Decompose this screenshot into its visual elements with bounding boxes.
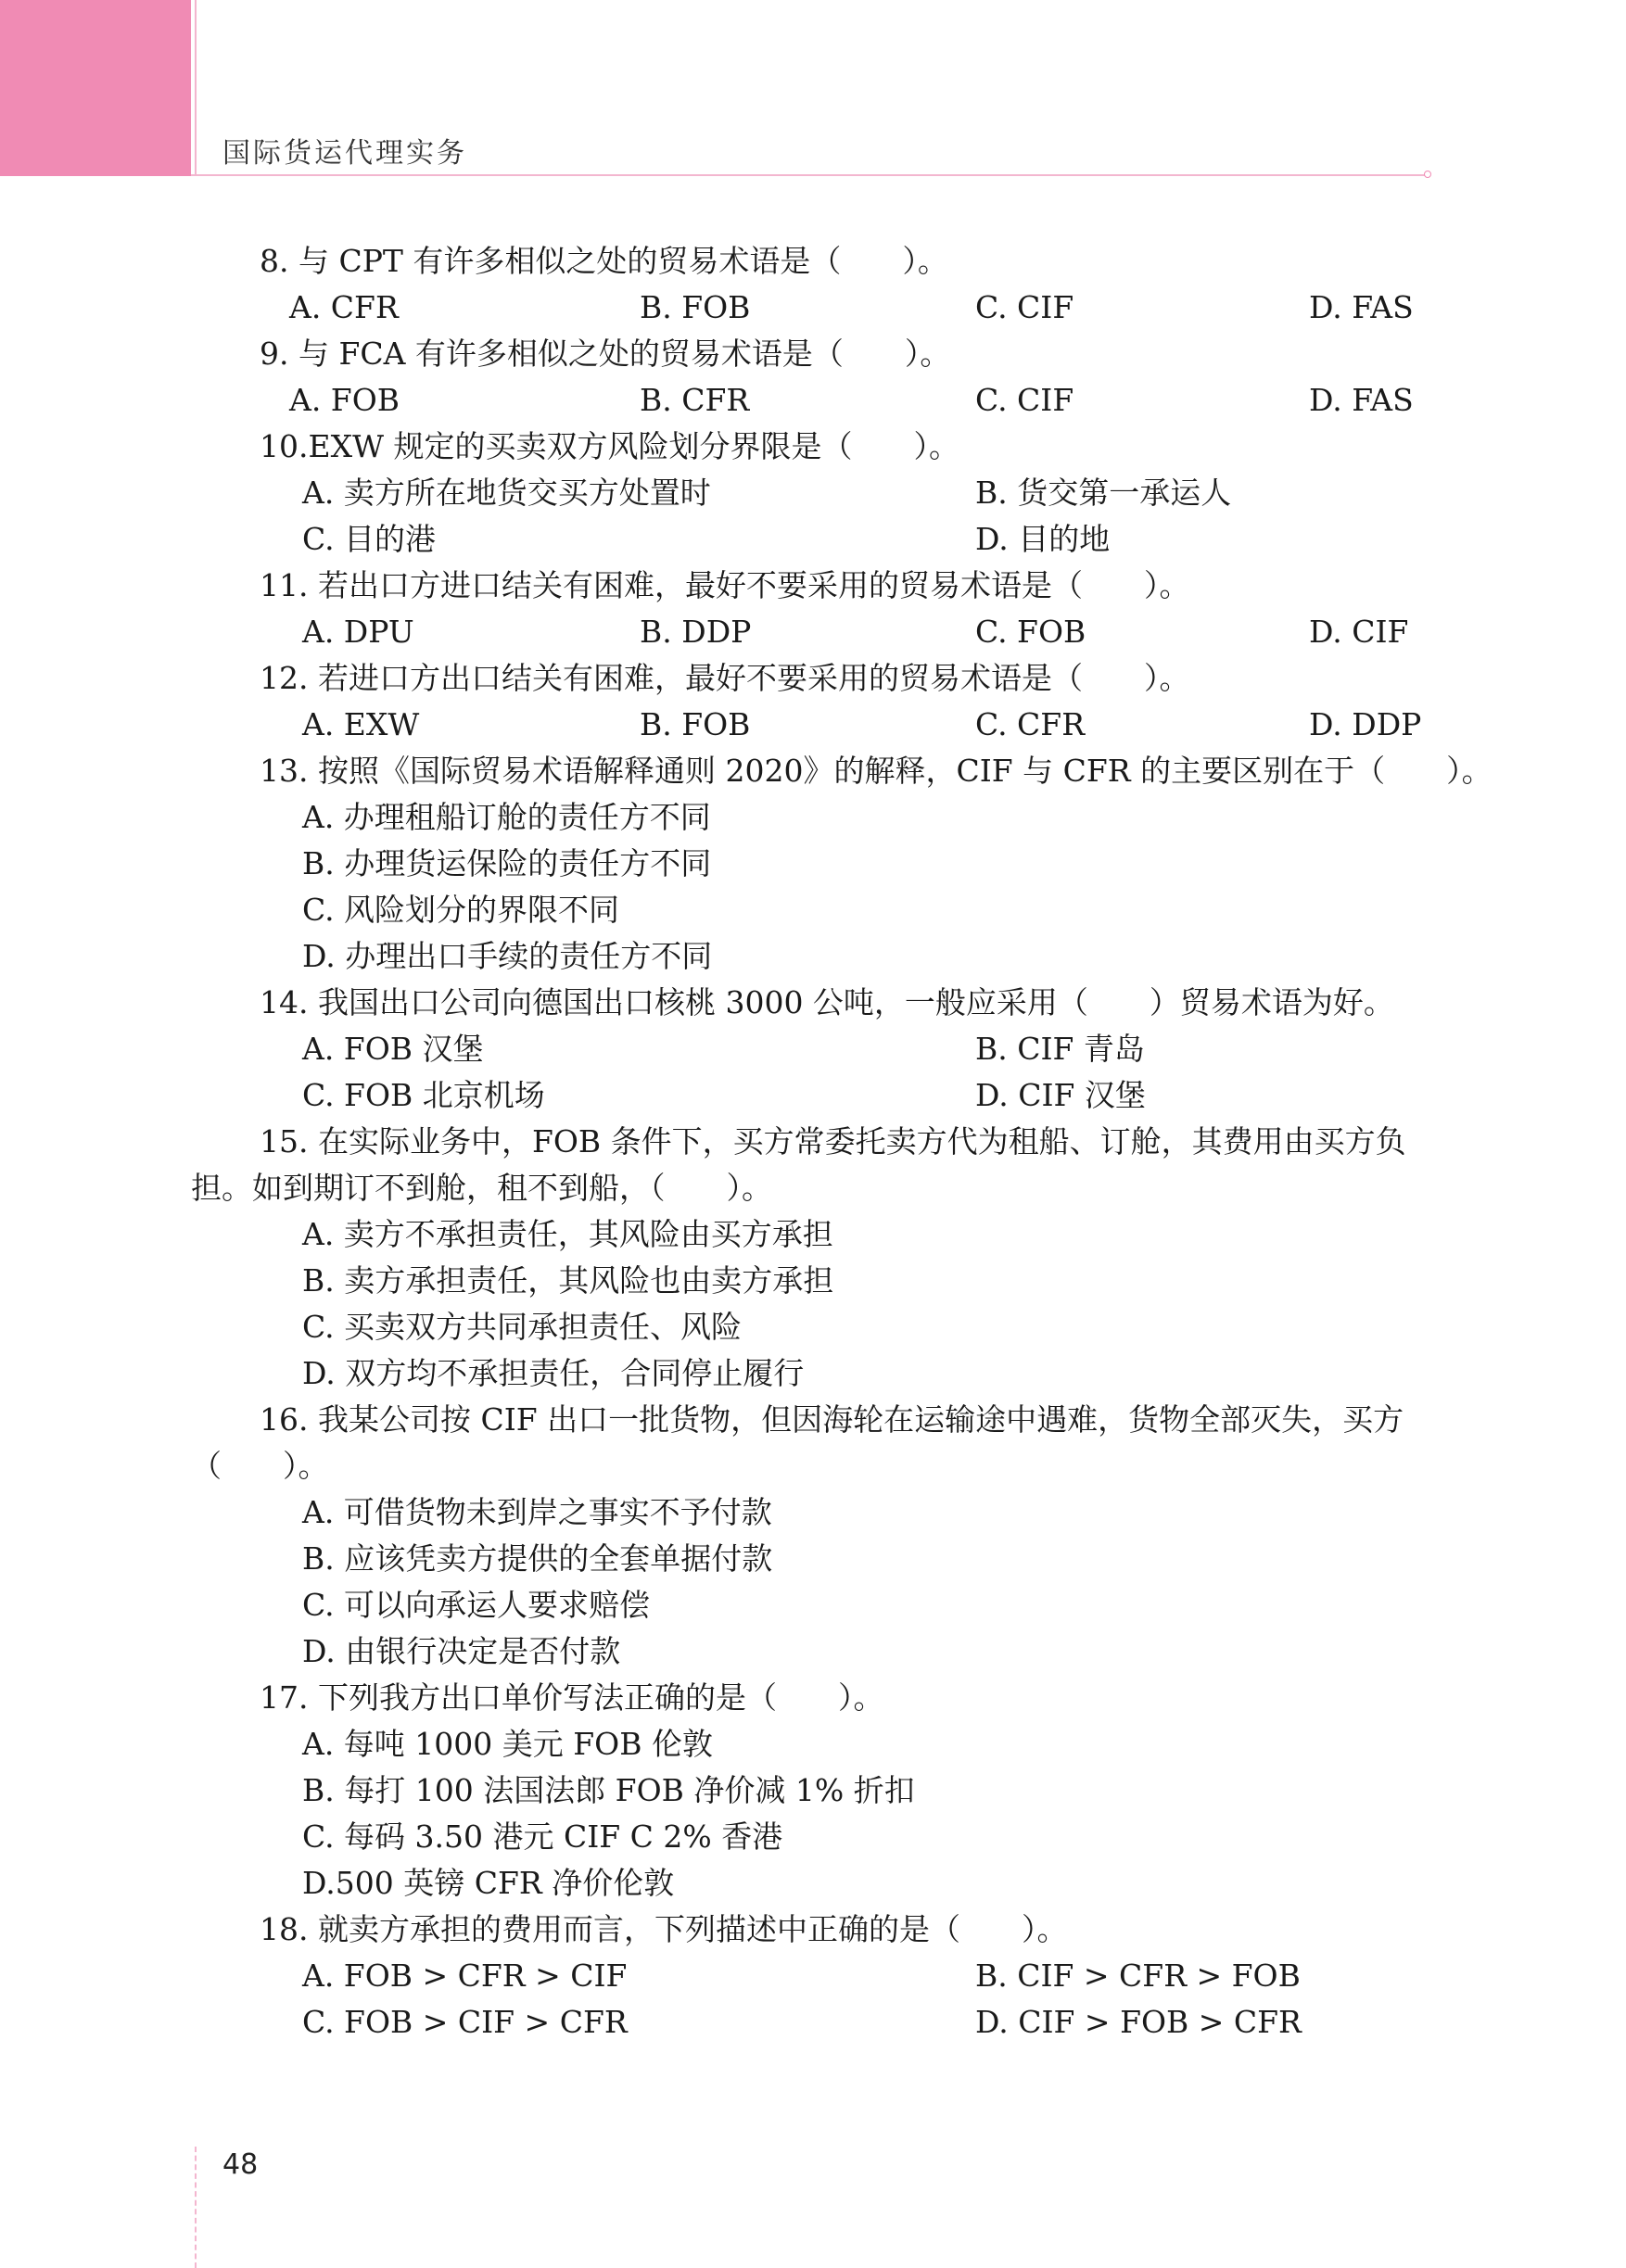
question-13-option-c: C. 风险划分的界限不同 xyxy=(302,892,620,928)
question-17-option-d: D.500 英镑 CFR 净价伦敦 xyxy=(302,1865,675,1901)
page-number: 48 xyxy=(222,2148,259,2181)
question-14-stem: 14. 我国出口公司向德国出口核桃 3000 公吨，一般应采用（ ）贸易术语为好。 xyxy=(260,984,1394,1020)
question-8-option-c: C. CIF xyxy=(975,289,1074,325)
question-12-stem: 12. 若进口方出口结关有困难，最好不要采用的贸易术语是（ ）。 xyxy=(260,660,1190,696)
question-16-stem: 16. 我某公司按 CIF 出口一批货物，但因海轮在运输途中遇难，货物全部灭失，买方 xyxy=(260,1401,1404,1438)
question-17-stem: 17. 下列我方出口单价写法正确的是（ ）。 xyxy=(260,1679,884,1716)
question-10-option-b: B. 货交第一承运人 xyxy=(975,475,1232,511)
question-18-option-b: B. CIF > CFR > FOB xyxy=(975,1958,1301,1994)
question-12-option-a: A. EXW xyxy=(302,706,420,742)
question-15-option-b: B. 卖方承担责任，其风险也由卖方承担 xyxy=(302,1262,834,1299)
question-9-option-b: B. CFR xyxy=(640,382,750,418)
header-color-block xyxy=(0,0,191,176)
question-8-stem: 8. 与 CPT 有许多相似之处的贸易术语是（ ）。 xyxy=(260,243,948,279)
question-9-option-d: D. FAS xyxy=(1309,382,1414,418)
header-rule-end-dot xyxy=(1424,171,1431,178)
question-15-option-c: C. 买卖双方共同承担责任、风险 xyxy=(302,1309,743,1345)
question-16-option-c: C. 可以向承运人要求赔偿 xyxy=(302,1587,651,1623)
question-8-option-b: B. FOB xyxy=(640,289,751,325)
question-16-stem-continuation: （ ）。 xyxy=(191,1448,329,1484)
question-12-option-c: C. CFR xyxy=(975,706,1086,742)
question-14-option-c: C. FOB 北京机场 xyxy=(302,1077,545,1113)
question-11-option-a: A. DPU xyxy=(302,614,414,650)
question-18-stem: 18. 就卖方承担的费用而言，下列描述中正确的是（ ）。 xyxy=(260,1911,1068,1947)
question-18-option-d: D. CIF > FOB > CFR xyxy=(975,2004,1302,2040)
question-11-option-c: C. FOB xyxy=(975,614,1086,650)
question-15-stem-continuation: 担。如到期订不到舱，租不到船，（ ）。 xyxy=(191,1170,772,1206)
question-10-option-c: C. 目的港 xyxy=(302,521,437,557)
question-15-option-d: D. 双方均不承担责任，合同停止履行 xyxy=(302,1355,805,1391)
footer-divider xyxy=(195,2147,197,2268)
question-9-option-a: A. FOB xyxy=(289,382,400,418)
question-9-option-c: C. CIF xyxy=(975,382,1074,418)
question-13-option-a: A. 办理租船订舱的责任方不同 xyxy=(302,799,711,835)
question-17-option-c: C. 每码 3.50 港元 CIF C 2% 香港 xyxy=(302,1818,783,1855)
question-18-option-a: A. FOB > CFR > CIF xyxy=(302,1958,628,1994)
header-divider xyxy=(195,0,197,176)
question-17-option-a: A. 每吨 1000 美元 FOB 伦敦 xyxy=(302,1726,713,1762)
question-18-option-c: C. FOB > CIF > CFR xyxy=(302,2004,628,2040)
question-12-option-b: B. FOB xyxy=(640,706,751,742)
question-11-option-b: B. DDP xyxy=(640,614,752,650)
question-14-option-d: D. CIF 汉堡 xyxy=(975,1077,1146,1113)
question-10-option-a: A. 卖方所在地货交买方处置时 xyxy=(302,475,711,511)
question-11-stem: 11. 若出口方进口结关有困难，最好不要采用的贸易术语是（ ）。 xyxy=(260,567,1190,603)
question-8-option-a: A. CFR xyxy=(289,289,399,325)
question-11-option-d: D. CIF xyxy=(1309,614,1409,650)
question-9-stem: 9. 与 FCA 有许多相似之处的贸易术语是（ ）。 xyxy=(260,336,951,372)
question-12-option-d: D. DDP xyxy=(1309,706,1422,742)
question-13-option-b: B. 办理货运保险的责任方不同 xyxy=(302,845,712,881)
book-title: 国际货运代理实务 xyxy=(222,137,467,170)
question-14-option-a: A. FOB 汉堡 xyxy=(302,1031,484,1067)
question-14-option-b: B. CIF 青岛 xyxy=(975,1031,1145,1067)
header-rule xyxy=(191,174,1428,176)
question-15-stem: 15. 在实际业务中，FOB 条件下，买方常委托卖方代为租船、订舱，其费用由买方负 xyxy=(260,1123,1406,1159)
question-10-stem: 10.EXW 规定的买卖双方风险划分界限是（ ）。 xyxy=(260,428,959,464)
question-10-option-d: D. 目的地 xyxy=(975,521,1111,557)
question-13-option-d: D. 办理出口手续的责任方不同 xyxy=(302,938,713,974)
question-17-option-b: B. 每打 100 法国法郎 FOB 净价减 1% 折扣 xyxy=(302,1772,915,1808)
question-16-option-b: B. 应该凭卖方提供的全套单据付款 xyxy=(302,1540,773,1577)
question-15-option-a: A. 卖方不承担责任，其风险由买方承担 xyxy=(302,1216,833,1252)
question-16-option-d: D. 由银行决定是否付款 xyxy=(302,1633,621,1669)
question-16-option-a: A. 可借货物未到岸之事实不予付款 xyxy=(302,1494,772,1530)
question-13-stem: 13. 按照《国际贸易术语解释通则 2020》的解释，CIF 与 CFR 的主要区别在于（ ）。 xyxy=(260,753,1493,789)
question-8-option-d: D. FAS xyxy=(1309,289,1414,325)
